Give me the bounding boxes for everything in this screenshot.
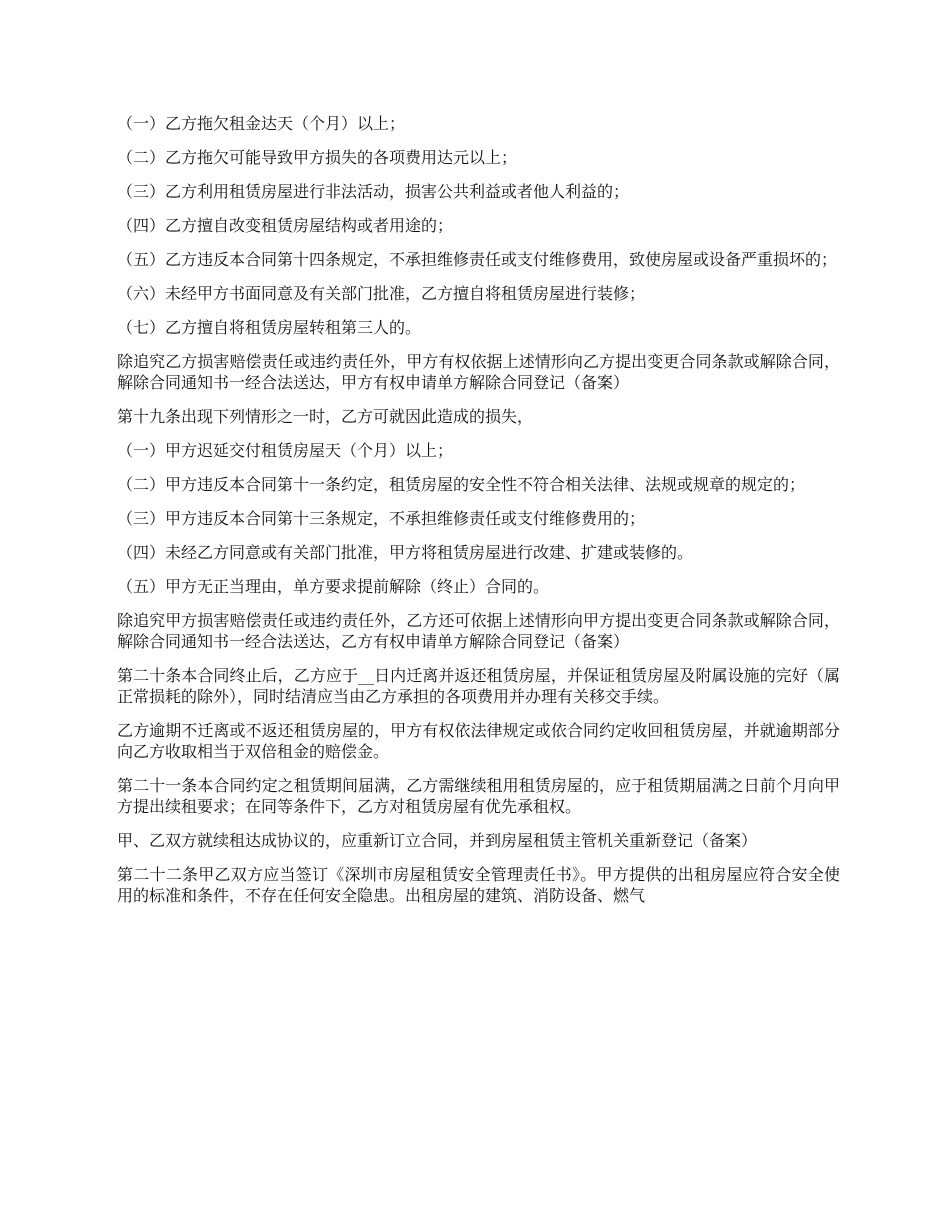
paragraph-16: 第二十条本合同终止后，乙方应于__日内迁离并返还租赁房屋，并保证租赁房屋及附属设施的完好（属正常损耗的除外），同时结清应当由乙方承担的各项费用并办理有关移交手续。 [117,666,840,706]
paragraph-13: （四）未经乙方同意或有关部门批准，甲方将租赁房屋进行改建、扩建或装修的。 [117,543,694,562]
paragraph-10: （一）甲方迟延交付租赁房屋天（个月）以上； [117,441,454,460]
paragraph-6: （六）未经甲方书面同意及有关部门批准，乙方擅自将租赁房屋进行装修； [117,284,646,303]
paragraph-5: （五）乙方违反本合同第十四条规定，不承担维修责任或支付维修费用，致使房屋或设备严重损坏的； [117,250,838,269]
paragraph-20: 第二十二条甲乙双方应当签订《深圳市房屋租赁安全管理责任书》。甲方提供的出租房屋应符合安全使用的标准和条件，不存在任何安全隐患。出租房屋的建筑、消防设备、燃气 [117,865,840,905]
paragraph-18: 第二十一条本合同约定之租赁期间届满，乙方需继续租用租赁房屋的，应于租赁期届满之日前个月向甲方提出续租要求；在同等条件下，乙方对租赁房屋有优先承租权。 [117,776,840,816]
paragraph-12: （三）甲方违反本合同第十三条规定，不承担维修责任或支付维修费用的； [117,509,646,528]
document-body [117,113,840,919]
paragraph-2: （二）乙方拖欠可能导致甲方损失的各项费用达元以上； [117,148,518,167]
paragraph-19: 甲、乙双方就续租达成协议的，应重新订立合同，并到房屋租赁主管机关重新登记（备案） [117,831,758,850]
paragraph-11: （二）甲方违反本合同第十一条约定，租赁房屋的安全性不符合相关法律、法规或规章的规定的； [117,475,806,494]
paragraph-3: （三）乙方利用租赁房屋进行非法活动，损害公共利益或者他人利益的； [117,182,630,201]
paragraph-7: （七）乙方擅自将租赁房屋转租第三人的。 [117,318,422,337]
paragraph-8: 除追究乙方损害赔偿责任或违约责任外，甲方有权依据上述情形向乙方提出变更合同条款或解除合同，解除合同通知书一经合法送达，甲方有权申请单方解除合同登记（备案） [117,352,840,392]
paragraph-17: 乙方逾期不迁离或不返还租赁房屋的，甲方有权依法律规定或依合同约定收回租赁房屋，并就逾期部分向乙方收取相当于双倍租金的赔偿金。 [117,721,840,761]
paragraph-9: 第十九条出现下列情形之一时，乙方可就因此造成的损失， [117,407,534,426]
paragraph-4: （四）乙方擅自改变租赁房屋结构或者用途的； [117,216,454,235]
paragraph-14: （五）甲方无正当理由，单方要求提前解除（终止）合同的。 [117,577,550,596]
paragraph-15: 除追究甲方损害赔偿责任或违约责任外，乙方还可依据上述情形向甲方提出变更合同条款或解除合同，解除合同通知书一经合法送达，乙方有权申请单方解除合同登记（备案） [117,611,840,651]
paragraph-1: （一）乙方拖欠租金达天（个月）以上； [117,114,406,133]
